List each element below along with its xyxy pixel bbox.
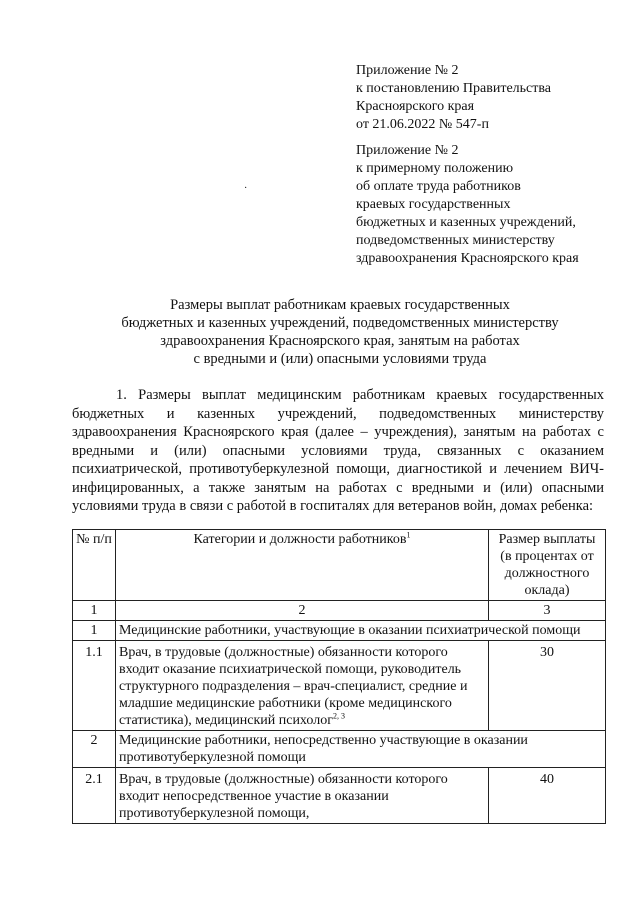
annex-line: Приложение № 2	[356, 143, 459, 158]
header-category-text: Категории и должности работников	[193, 532, 407, 547]
footnote-mark: 2, 3	[332, 711, 345, 721]
row-text-cell	[116, 641, 489, 731]
table-header-row	[73, 530, 606, 601]
annex-line: краевых государственных	[356, 197, 511, 212]
row-num: 2	[73, 731, 116, 768]
table-index-row	[73, 601, 606, 621]
annex-header-regulation	[356, 142, 626, 268]
row-section-text: Медицинские работники, участвующие в оказании психиатрической помощи	[116, 621, 606, 641]
footnote-mark: 1	[406, 530, 411, 540]
annex-header-resolution	[356, 62, 626, 134]
table-row	[73, 621, 606, 641]
row-num: 1.1	[73, 641, 116, 731]
table-row	[73, 731, 606, 768]
index-cell: 3	[489, 601, 606, 621]
annex-line: к примерному положению	[356, 161, 514, 176]
header-size: Размер выплаты (в процентах от должностного оклада)	[489, 530, 606, 601]
row-text: Врач, в трудовые (должностные) обязанности которого входит непосредственное участие в оказании противотуберкулезной помощи,	[116, 768, 489, 824]
stray-dot: ·	[244, 183, 248, 194]
title-line: с вредными и (или) опасными условиями труда	[193, 351, 487, 367]
paragraph-text: 1. Размеры выплат медицинским работникам краевых государственных бюджетных и казенных учреждений, подведомственных министерству здравоохранения Красноярского края (далее – учреждения), занятым на работах с вредными и (или) опасными условиями труда, связанных с оказанием психиатрической, противотуберкулезной помощи, диагностикой и лечением ВИЧ-инфицированных, а также занятым на работах с вредными и (или) опасными условиями труда в связи с работой в госпиталях для ветеранов войн, домах ребенка:	[72, 387, 604, 514]
title-line: Размеры выплат работникам краевых государственных	[170, 297, 510, 313]
header-num: № п/п	[73, 530, 116, 601]
row-value: 30	[489, 641, 606, 731]
row-num: 1	[73, 621, 116, 641]
document-title	[60, 296, 620, 368]
header-category	[116, 530, 489, 601]
annex-line: Приложение № 2	[356, 63, 459, 78]
intro-paragraph	[72, 386, 604, 516]
annex-line: к постановлению Правительства	[356, 81, 552, 96]
annex-line: от 21.06.2022 № 547-п	[356, 117, 489, 132]
annex-line: Красноярского края	[356, 99, 475, 114]
annex-line: здравоохранения Красноярского края	[356, 251, 579, 266]
row-num: 2.1	[73, 768, 116, 824]
annex-line: об оплате труда работников	[356, 179, 521, 194]
row-text: Врач, в трудовые (должностные) обязанности которого входит оказание психиатрической помощи, руководитель структурного подразделения – врач-специалист, средние и младшие медицинские работники (кроме медицинского статистика), медицинский психолог	[119, 645, 468, 728]
row-value: 40	[489, 768, 606, 824]
index-cell: 1	[73, 601, 116, 621]
table-row	[73, 641, 606, 731]
title-line: бюджетных и казенных учреждений, подведомственных министерству	[121, 315, 559, 331]
payments-table	[72, 529, 606, 824]
annex-line: подведомственных министерству	[356, 233, 555, 248]
row-section-text: Медицинские работники, непосредственно участвующие в оказании противотуберкулезной помощи	[116, 731, 606, 768]
title-line: здравоохранения Красноярского края, занятым на работах	[160, 333, 520, 349]
table-row	[73, 768, 606, 824]
annex-line: бюджетных и казенных учреждений,	[356, 215, 576, 230]
index-cell: 2	[116, 601, 489, 621]
